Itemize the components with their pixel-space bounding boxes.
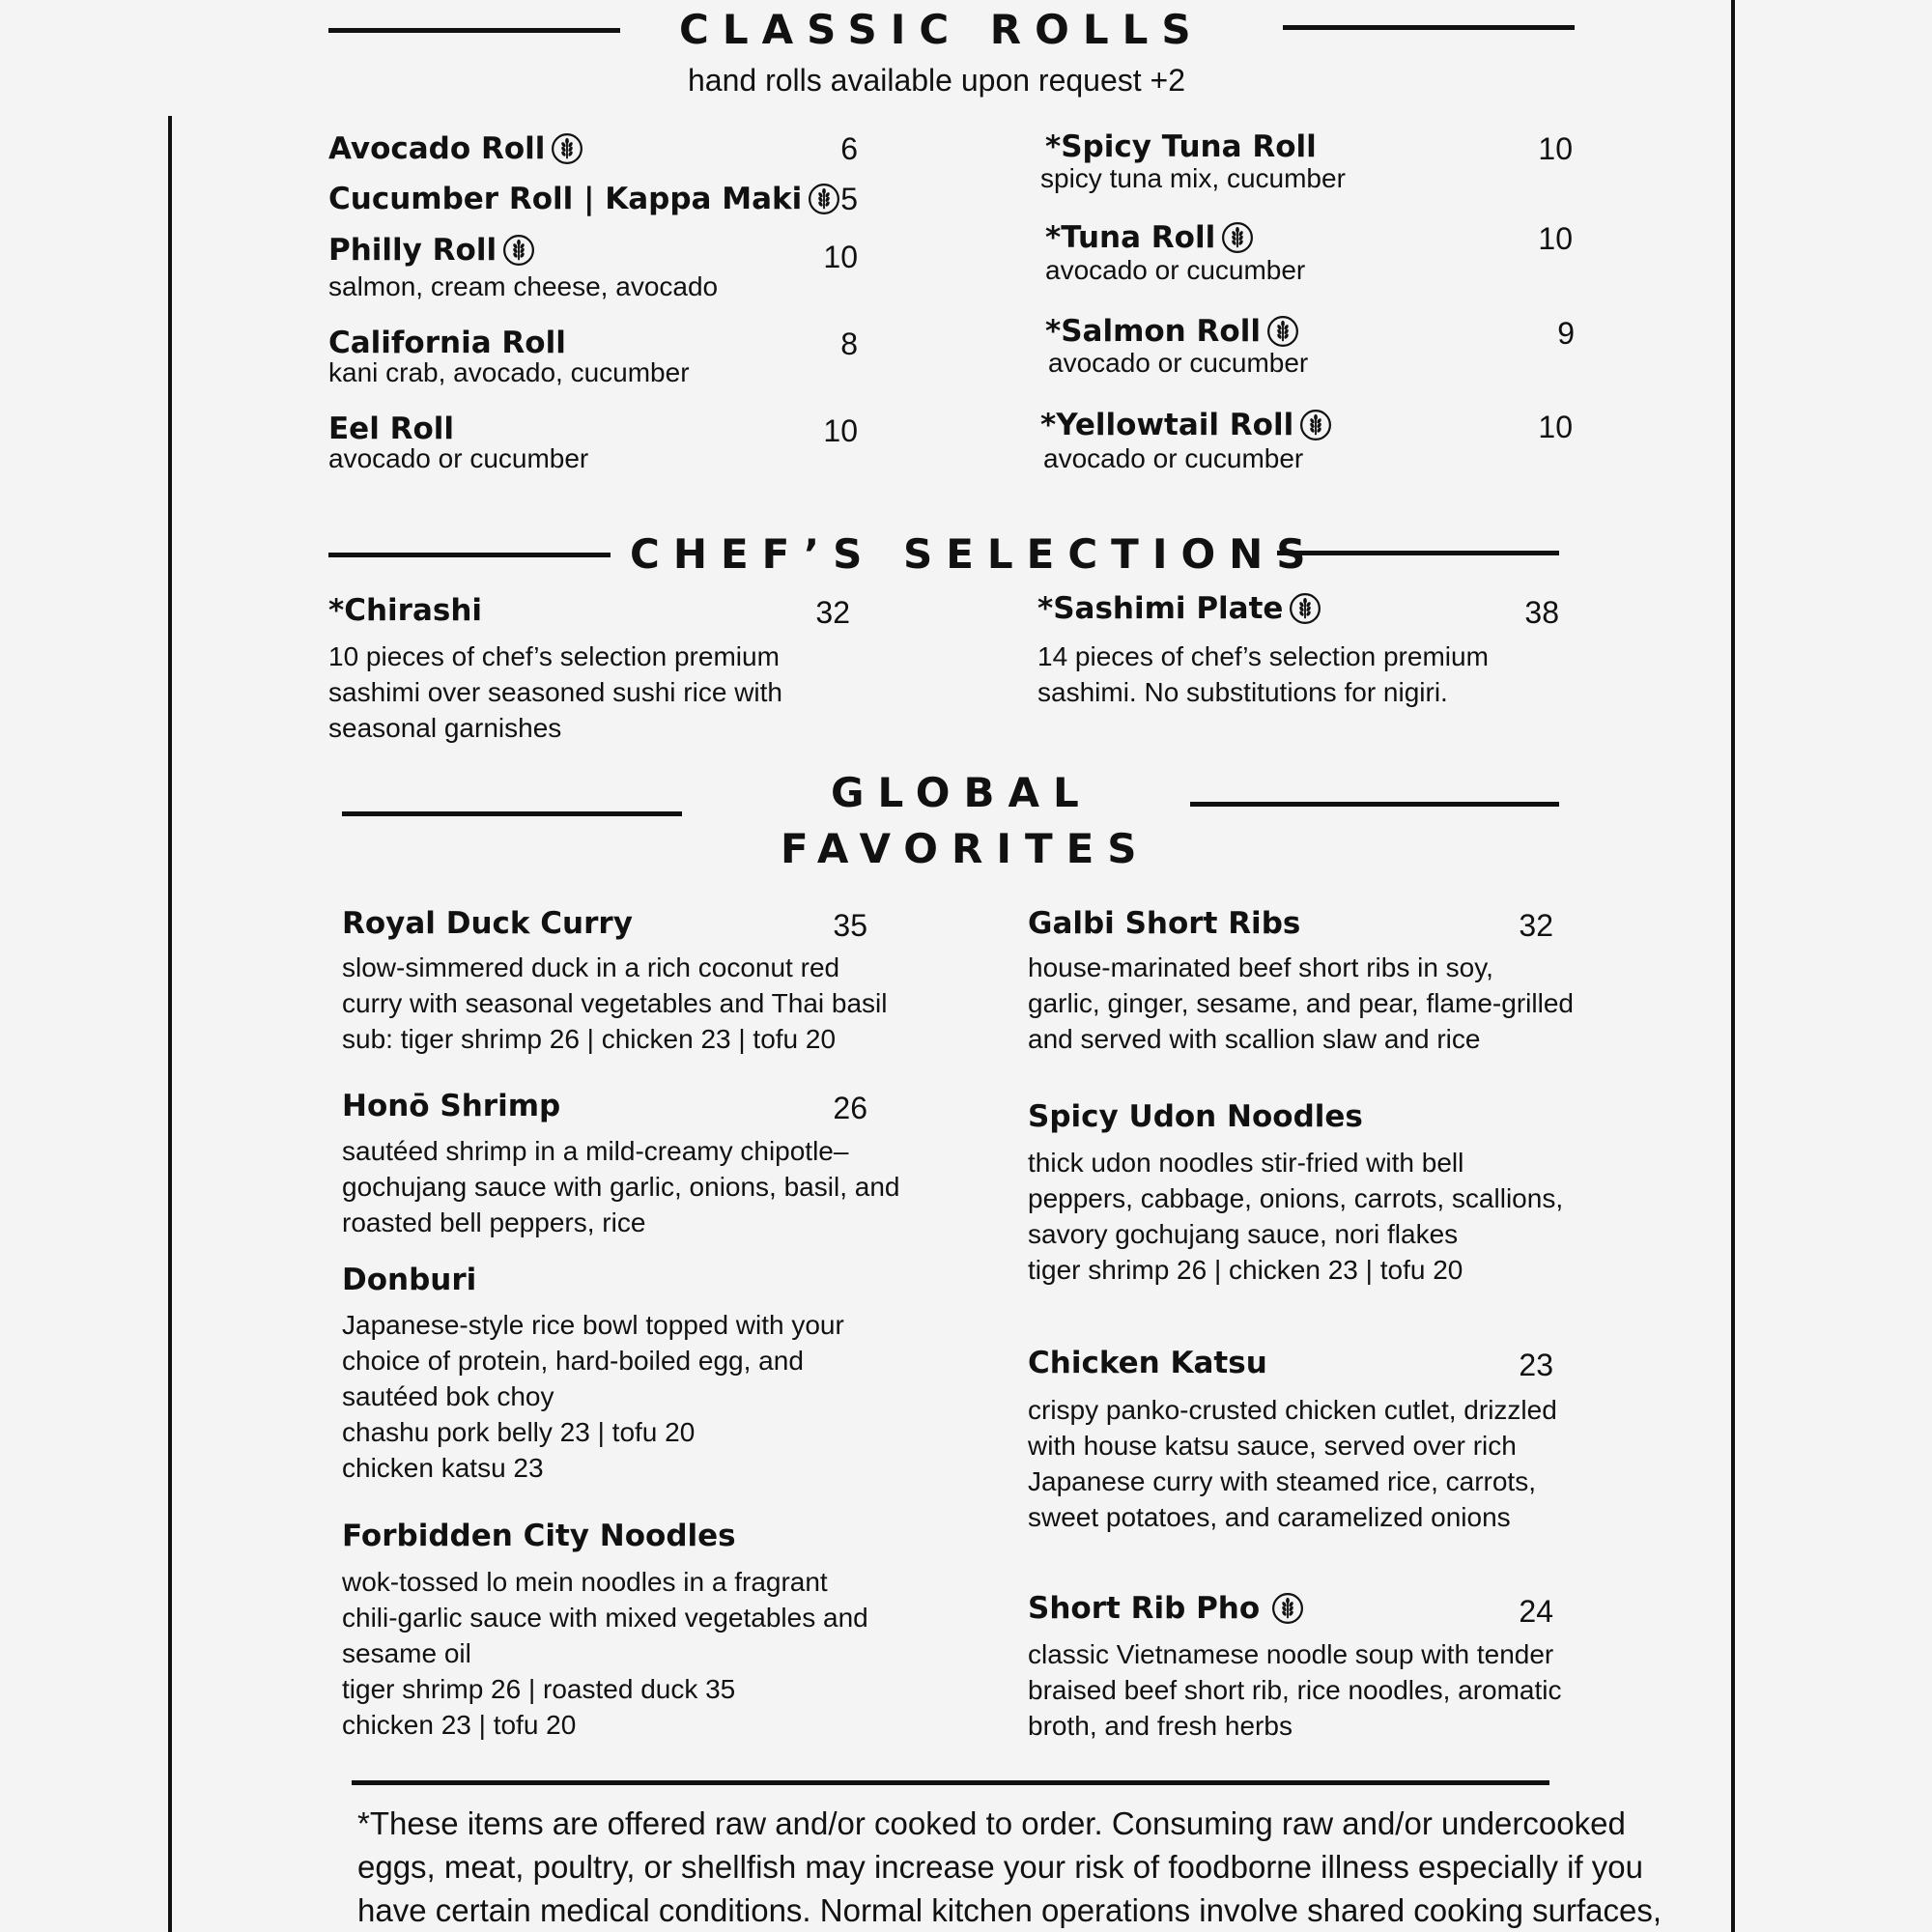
menu-item-name: Philly Roll: [328, 234, 535, 267]
menu-item-name: Short Rib Pho: [1028, 1592, 1304, 1625]
menu-item-name: Cucumber Roll | Kappa Maki: [328, 183, 840, 215]
chefs-selections-rule-left: [328, 553, 611, 557]
gluten-free-icon: [1221, 221, 1254, 254]
menu-item-description: 10 pieces of chef’s selection premium sashimi over seasoned sushi rice with seasonal garnishes: [328, 641, 782, 743]
gluten-free-icon: [1289, 592, 1321, 625]
menu-item-name: Avocado Roll: [328, 132, 583, 165]
menu-item-price: 10: [1538, 410, 1573, 444]
menu-item-name: Galbi Short Ribs: [1028, 906, 1301, 941]
menu-item-price: 10: [823, 240, 858, 274]
footnote-rule: [352, 1780, 1549, 1785]
menu-item-price: 9: [1557, 316, 1575, 351]
classic-rolls-rule-right: [1283, 25, 1575, 30]
global-favorites-heading-line2: FAVORITES: [781, 825, 1151, 872]
menu-item-price: 5: [840, 182, 858, 216]
menu-item-description: spicy tuna mix, cucumber: [1040, 163, 1346, 193]
menu-item-name: Royal Duck Curry: [342, 906, 633, 941]
menu-item-price: 35: [833, 908, 867, 943]
menu-item-price: 38: [1524, 595, 1559, 630]
menu-item-description: wok-tossed lo mein noodles in a fragrant chili-garlic sauce with mixed vegetables and sesame oil tiger shrimp 26 | roasted duck 35 chicken 23 | tofu 20: [342, 1567, 868, 1740]
menu-item-name: *Tuna Roll: [1045, 221, 1254, 254]
classic-rolls-heading: CLASSIC ROLLS: [679, 6, 1205, 53]
menu-item-name: California Roll: [328, 326, 566, 360]
menu-item-price: 8: [840, 327, 858, 361]
raw-food-disclaimer: *These items are offered raw and/or cooked to order. Consuming raw and/or undercooked eggs, meat, poultry, or shellfish may increase your risk of foodborne illness especially if you have certain medical conditions. Normal kitchen operations involve shared cooking surfaces,: [357, 1805, 1662, 1928]
gluten-free-icon: [1271, 1592, 1304, 1625]
menu-item-price: 26: [833, 1091, 867, 1125]
menu-item-description: avocado or cucumber: [1048, 348, 1309, 378]
menu-item-description: avocado or cucumber: [1043, 443, 1304, 473]
right-border-line: [1731, 0, 1735, 1932]
menu-item-name: *Spicy Tuna Roll: [1045, 129, 1317, 164]
chefs-selections-rule-right: [1277, 551, 1559, 555]
menu-item-description: house-marinated beef short ribs in soy, garlic, ginger, sesame, and pear, flame-grilled and served with scallion slaw and rice: [1028, 952, 1574, 1054]
menu-item-price: 32: [1519, 908, 1553, 943]
menu-item-price: 10: [1538, 221, 1573, 256]
menu-item-description: kani crab, avocado, cucumber: [328, 357, 690, 387]
menu-item-description: avocado or cucumber: [328, 443, 589, 473]
gluten-free-icon: [551, 132, 583, 165]
gluten-free-icon: [1266, 315, 1299, 348]
menu-item-description: crispy panko-crusted chicken cutlet, drizzled with house katsu sauce, served over rich Japanese curry with steamed rice, carrots, sweet potatoes, and caramelized onions: [1028, 1395, 1557, 1532]
chefs-selections-heading: CHEF’S SELECTIONS: [630, 530, 1320, 578]
global-favorites-rule-right: [1190, 802, 1559, 807]
menu-item-description: avocado or cucumber: [1045, 255, 1306, 285]
menu-item-name: *Chirashi: [328, 593, 483, 628]
global-favorites-rule-left: [342, 811, 682, 816]
menu-item-name: Donburi: [342, 1263, 477, 1297]
menu-item-name: Honō Shrimp: [342, 1089, 561, 1123]
menu-item-name: *Yellowtail Roll: [1040, 409, 1332, 441]
menu-item-description: thick udon noodles stir-fried with bell peppers, cabbage, onions, carrots, scallions, savory gochujang sauce, nori flakes tiger shrimp 26 | chicken 23 | tofu 20: [1028, 1148, 1564, 1285]
classic-rolls-rule-left: [328, 28, 620, 33]
menu-item-name: Spicy Udon Noodles: [1028, 1099, 1363, 1134]
menu-item-description: Japanese-style rice bowl topped with your choice of protein, hard-boiled egg, and sautéed bok choy chashu pork belly 23 | tofu 20 chicken katsu 23: [342, 1310, 844, 1483]
menu-item-name: Chicken Katsu: [1028, 1346, 1267, 1380]
menu-item-name: *Sashimi Plate: [1037, 592, 1321, 625]
menu-item-description: sautéed shrimp in a mild-creamy chipotle– gochujang sauce with garlic, onions, basil, and roasted bell peppers, rice: [342, 1136, 900, 1237]
menu-item-name: Eel Roll: [328, 412, 455, 446]
menu-item-price: 6: [840, 131, 858, 166]
menu-item-name: *Salmon Roll: [1045, 315, 1299, 348]
menu-item-description: classic Vietnamese noodle soup with tender braised beef short rib, rice noodles, aromatic broth, and fresh herbs: [1028, 1639, 1562, 1741]
menu-item-price: 10: [823, 413, 858, 448]
menu-item-price: 10: [1538, 131, 1573, 166]
menu-item-price: 32: [815, 595, 850, 630]
global-favorites-heading-line1: GLOBAL: [831, 769, 1093, 816]
menu-item-description: salmon, cream cheese, avocado: [328, 271, 719, 301]
left-border-line: [168, 116, 172, 1932]
gluten-free-icon: [1299, 409, 1332, 441]
classic-rolls-subtitle: hand rolls available upon request +2: [688, 63, 1186, 98]
menu-item-name: Forbidden City Noodles: [342, 1519, 736, 1553]
menu-item-price: 23: [1519, 1348, 1553, 1382]
menu-item-price: 24: [1519, 1594, 1553, 1629]
menu-item-description: slow-simmered duck in a rich coconut red curry with seasonal vegetables and Thai basil sub: tiger shrimp 26 | chicken 23 | tofu 20: [342, 952, 888, 1054]
menu-item-description: 14 pieces of chef’s selection premium sashimi. No substitutions for nigiri.: [1037, 641, 1489, 707]
gluten-free-icon: [502, 234, 535, 267]
